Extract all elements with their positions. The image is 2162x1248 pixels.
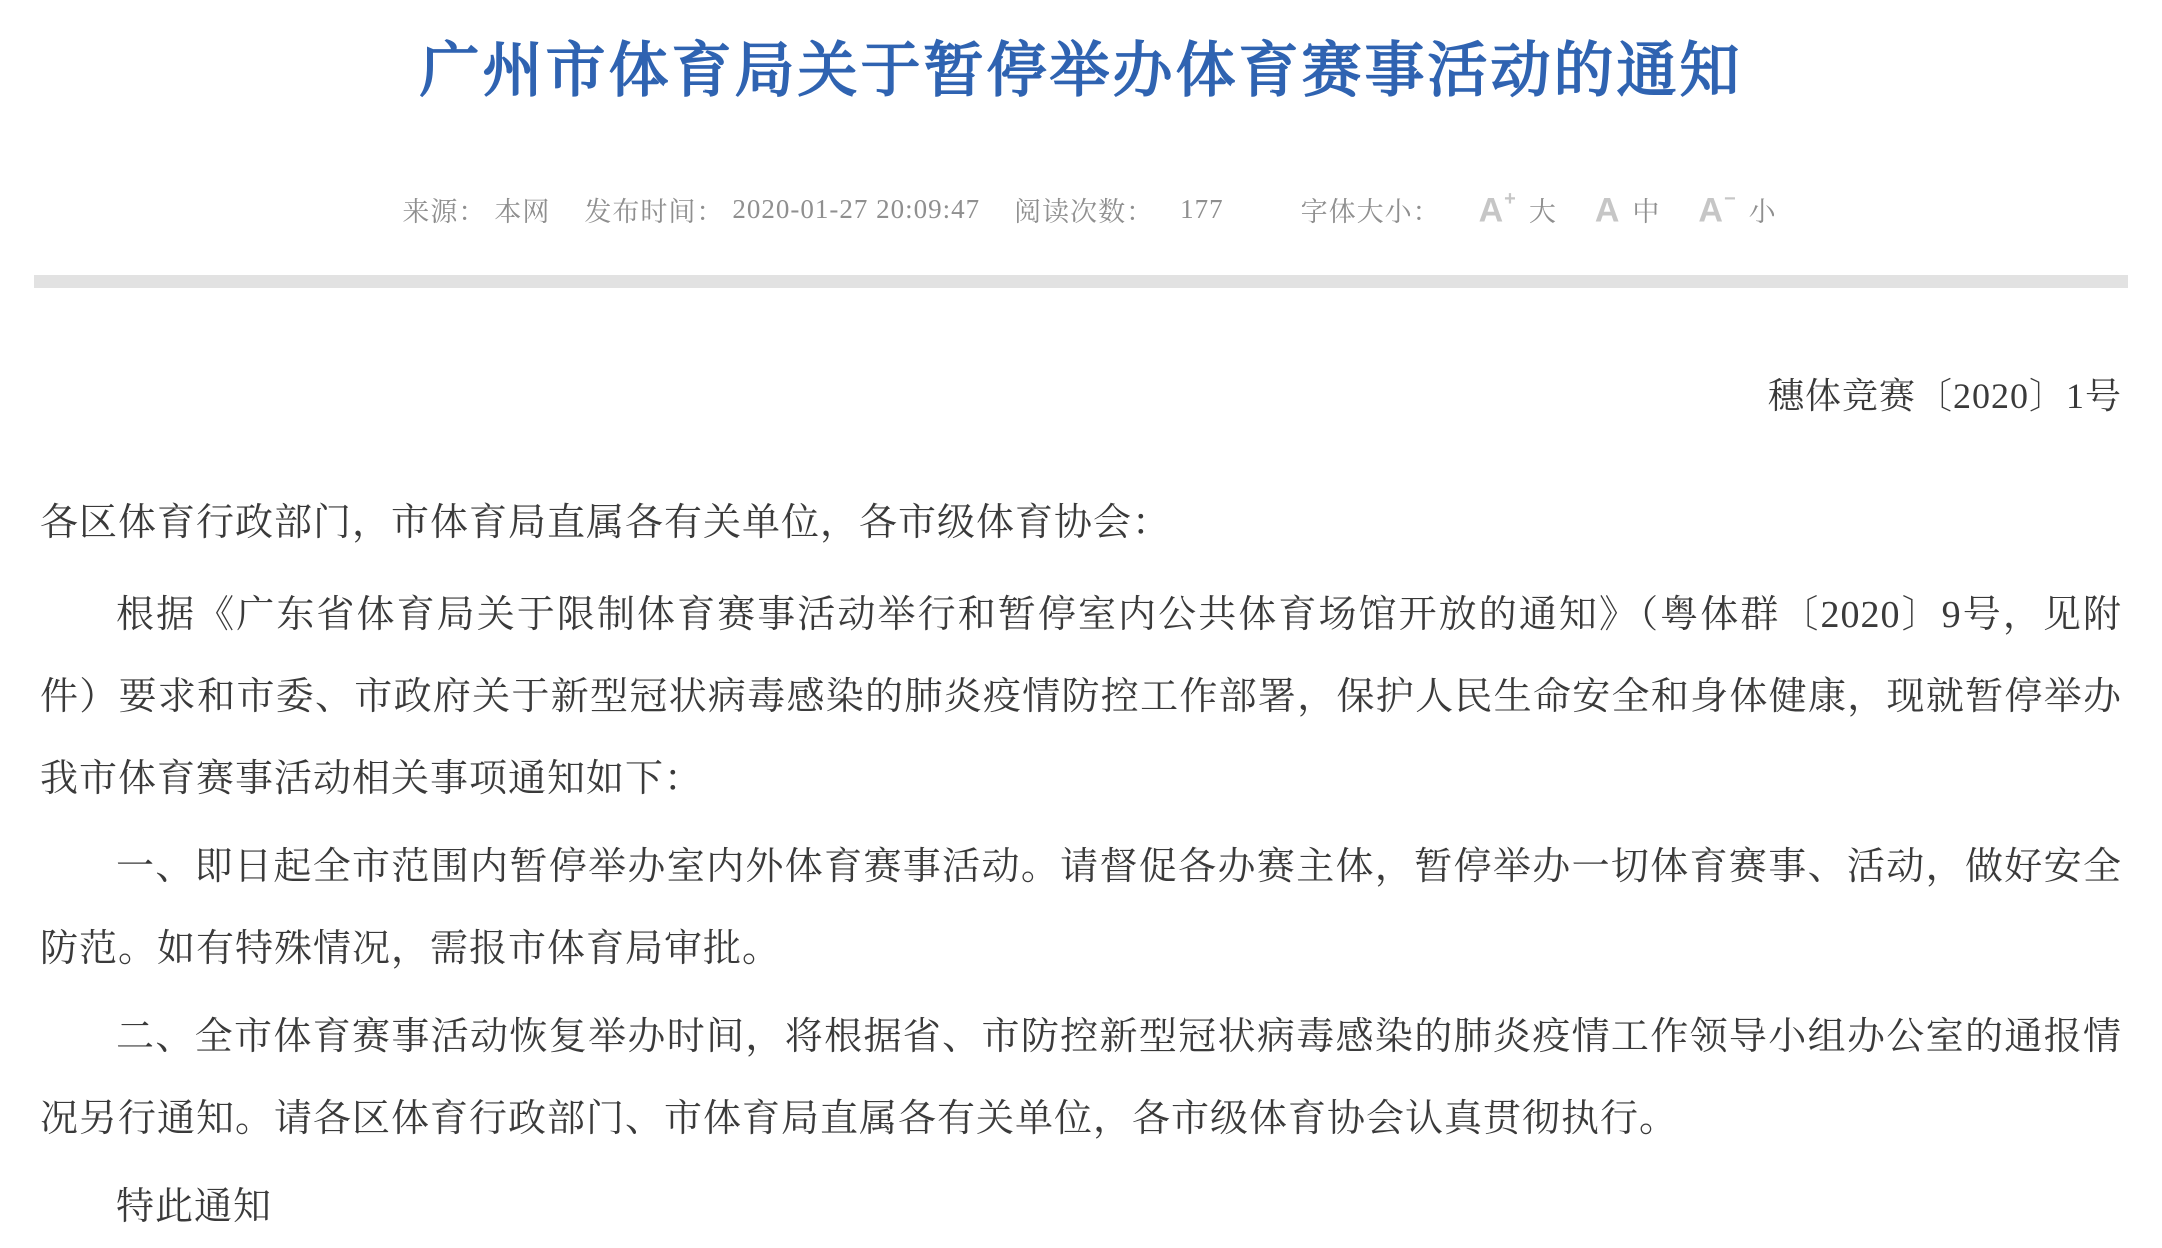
font-decrease-icon: A− bbox=[1698, 187, 1737, 229]
paragraph-basis: 根据《广东省体育局关于限制体育赛事活动举行和暂停室内公共体育场馆开放的通知》（粤体群〔2020〕9号，见附件）要求和市委、市政府关于新型冠状病毒感染的肺炎疫情防控工作部署，保护人民生命安全和身体健康，现就暂停举办我市体育赛事活动相关事项通知如下： bbox=[40, 594, 2122, 800]
font-size-label: 字体大小： bbox=[1300, 197, 1441, 227]
meta-publish-value: 2020-01-27 20:09:47 bbox=[732, 194, 981, 224]
meta-view-count bbox=[1014, 190, 1224, 229]
meta-views-value: 177 bbox=[1180, 194, 1224, 224]
article-meta-bar bbox=[0, 187, 2162, 229]
font-size-large-label: 大 bbox=[1528, 197, 1557, 227]
font-increase-icon: A+ bbox=[1478, 187, 1517, 229]
meta-views-label: 阅读次数： bbox=[1014, 197, 1155, 227]
paragraph-item-1: 一、即日起全市范围内暂停举办室内外体育赛事活动。请督促各办赛主体，暂停举办一切体育赛事、活动，做好安全防范。如有特殊情况，需报市体育局审批。 bbox=[40, 846, 2122, 970]
paragraph-closing: 特此通知 bbox=[116, 1186, 273, 1228]
document-number: 穗体竞赛〔2020〕1号 bbox=[1767, 376, 2122, 416]
notice-body bbox=[0, 288, 2162, 1248]
meta-source bbox=[402, 190, 550, 229]
meta-publish-time bbox=[584, 190, 980, 229]
article-title: 广州市体育局关于暂停举办体育赛事活动的通知 bbox=[419, 38, 1743, 104]
paragraph-item-2: 二、全市体育赛事活动恢复举办时间，将根据省、市防控新型冠状病毒感染的肺炎疫情工作领导小组办公室的通报情况另行通知。请各区体育行政部门、市体育局直属各有关单位，各市级体育协会认真贯彻执行。 bbox=[40, 1016, 2122, 1140]
font-size-medium-button[interactable] bbox=[1595, 190, 1661, 229]
font-normal-icon: A bbox=[1594, 191, 1621, 229]
font-size-large-button[interactable] bbox=[1478, 187, 1557, 229]
font-size-controls bbox=[1300, 187, 1777, 229]
font-size-medium-label: 中 bbox=[1632, 197, 1661, 227]
meta-source-label: 来源： bbox=[402, 197, 487, 227]
salutation-line: 各区体育行政部门，市体育局直属各有关单位，各市级体育协会： bbox=[40, 502, 1172, 544]
meta-source-value: 本网 bbox=[494, 197, 551, 227]
font-size-small-button[interactable] bbox=[1698, 187, 1777, 229]
meta-publish-label: 发布时间： bbox=[584, 197, 725, 227]
header-divider bbox=[34, 275, 2128, 288]
article-header bbox=[0, 0, 2162, 229]
font-size-small-label: 小 bbox=[1748, 197, 1777, 227]
